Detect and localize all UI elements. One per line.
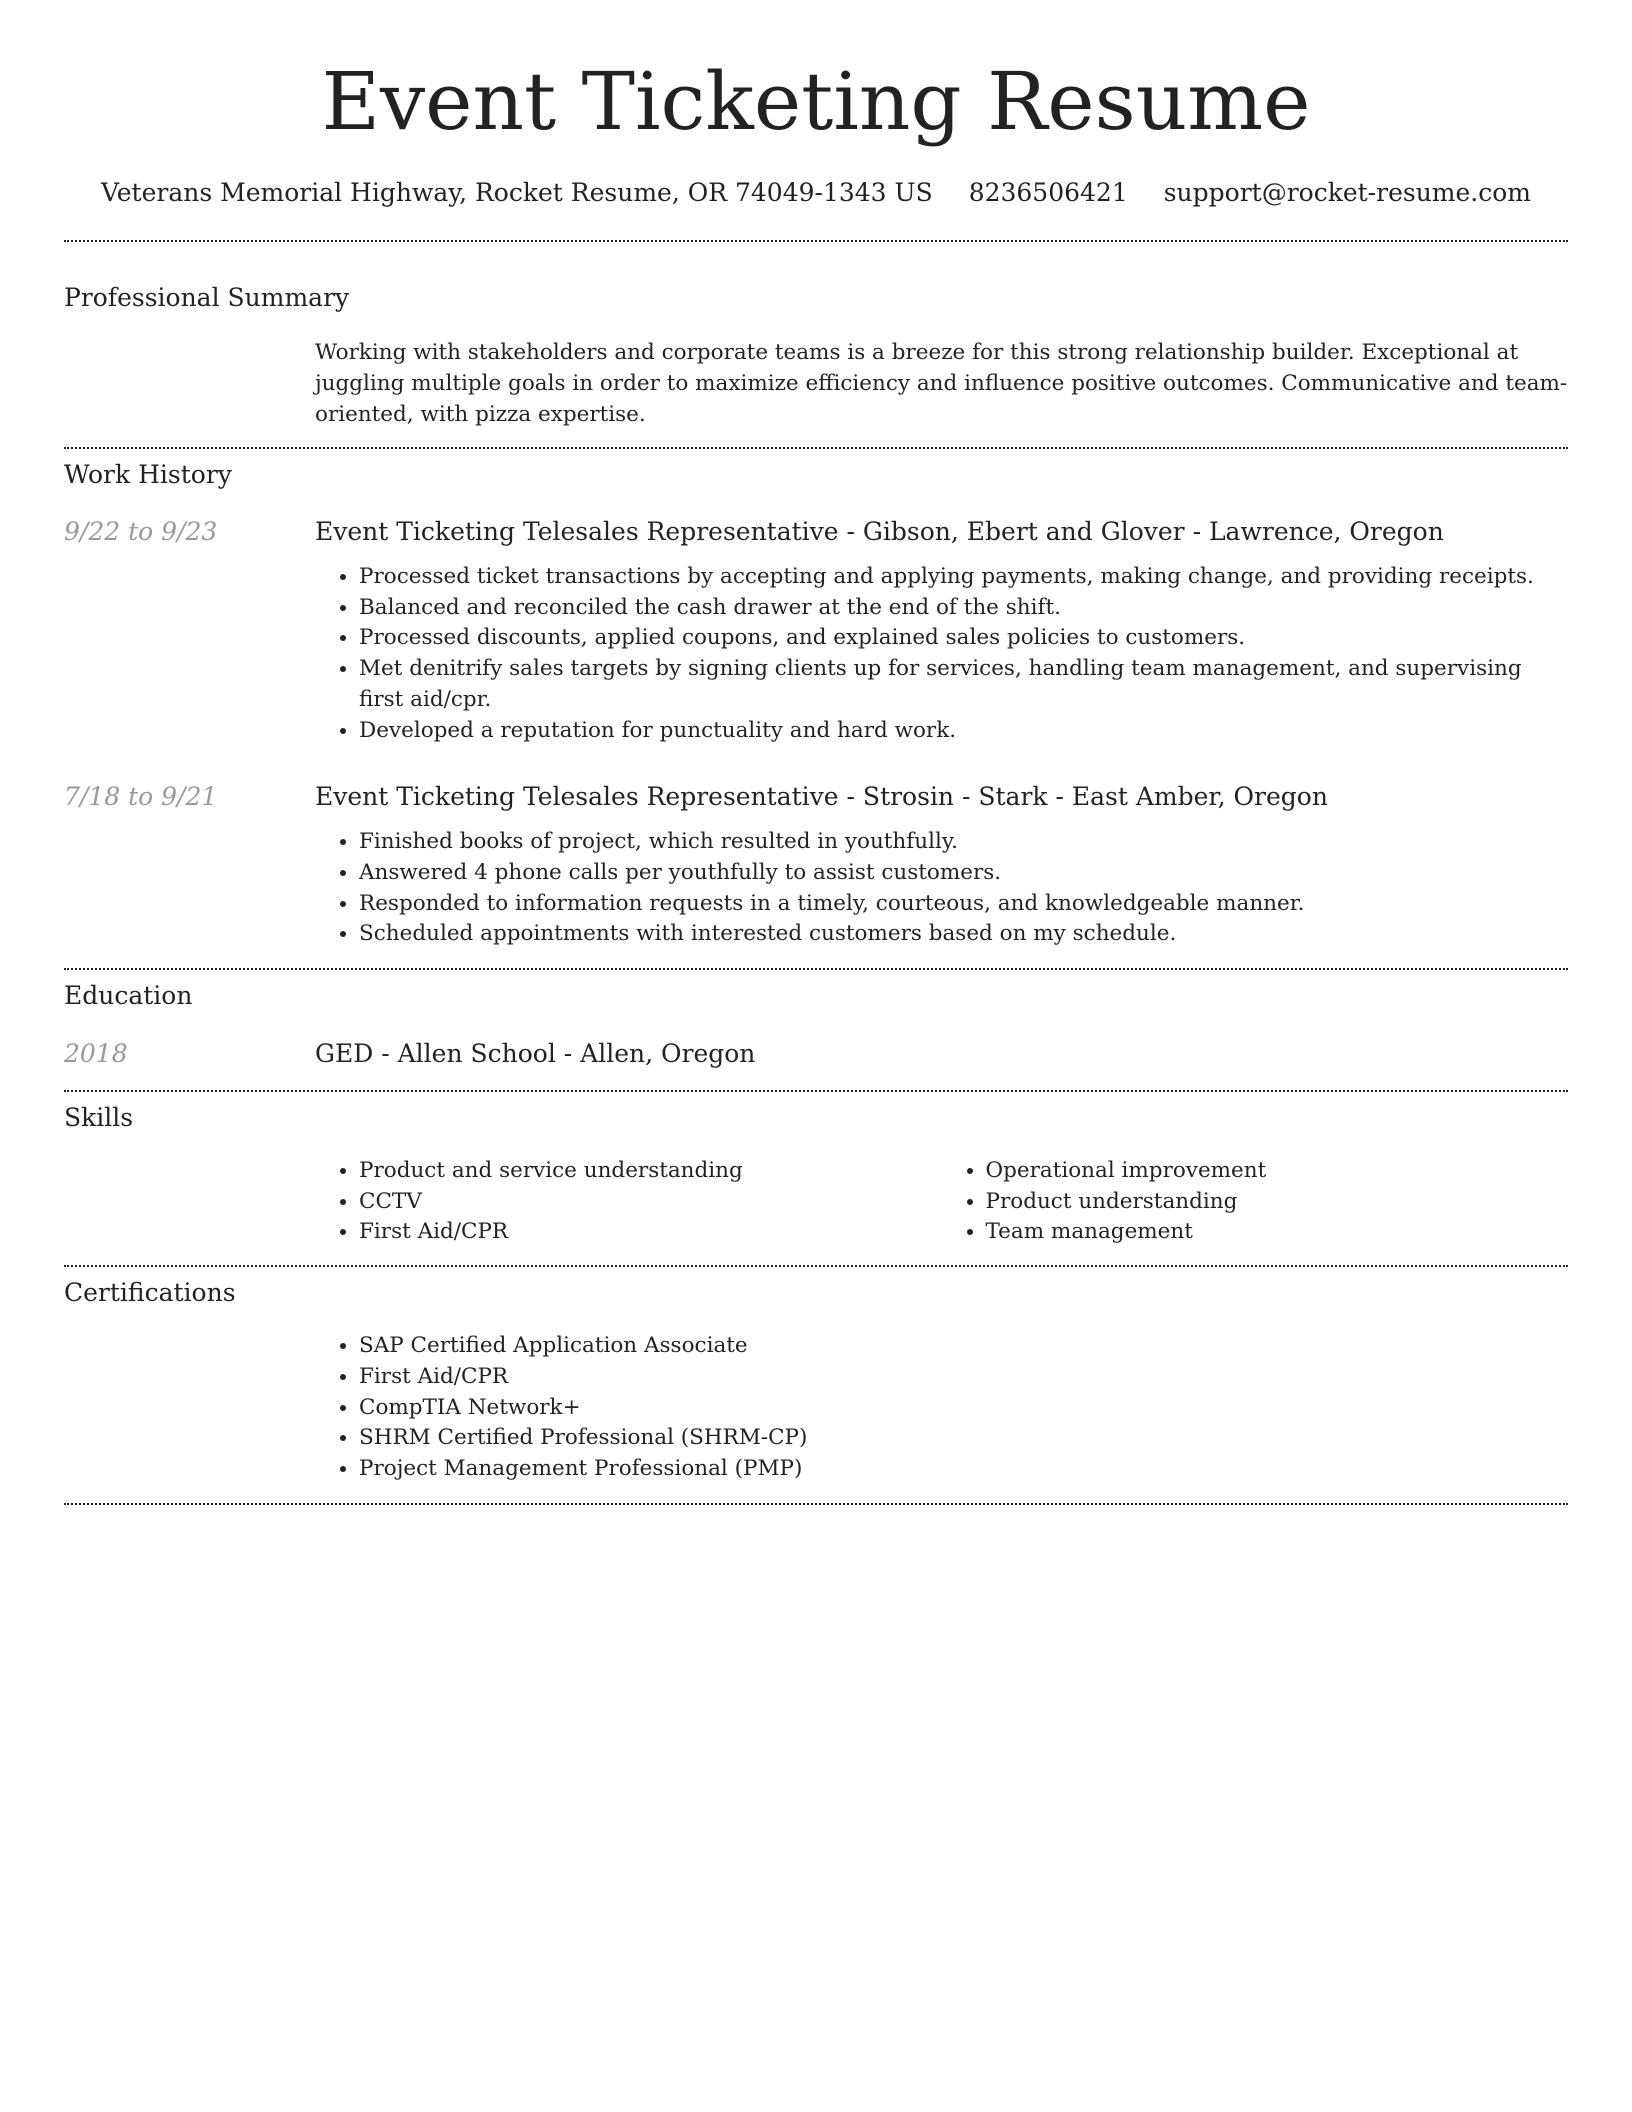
section-heading-education: Education [64,981,193,1011]
resume-page [64,0,1568,1505]
list-item: • Processed ticket transactions by accepting and applying payments, making change, and providing receipts. [359,562,1568,593]
divider [64,968,1568,970]
education-date: 2018 [64,1039,128,1069]
list-item: • SHRM Certified Professional (SHRM-CP) [359,1423,1568,1454]
list-item: • Balanced and reconciled the cash drawer at the end of the shift. [359,593,1568,624]
list-item: • Developed a reputation for punctuality and hard work. [359,716,1568,747]
job-entry [64,516,1568,746]
list-item: • First Aid/CPR [359,1217,942,1248]
list-item: • Met denitrify sales targets by signing clients up for services, handling team management, and supervising first aid/cpr. [359,654,1568,715]
certifications-list [315,1331,1568,1485]
section-heading-certifications: Certifications [64,1278,236,1308]
job-bullets [315,827,1568,950]
list-item: • Responded to information requests in a timely, courteous, and knowledgeable manner. [359,889,1568,920]
list-item: • Product understanding [986,1187,1569,1218]
divider [64,1503,1568,1505]
contact-email: support@rocket-resume.com [1163,178,1532,207]
divider [64,1090,1568,1092]
section-education [64,980,1568,1070]
contact-address: Veterans Memorial Highway, Rocket Resume, OR 74049-1343 US [100,178,933,207]
job-dates: 7/18 to 9/21 [64,782,218,812]
education-entry [64,1038,1568,1070]
job-entry [64,781,1568,950]
section-work-history [64,459,1568,950]
list-item: • CCTV [359,1187,942,1218]
list-item: • Product and service understanding [359,1156,942,1187]
list-item: • Scheduled appointments with interested customers based on my schedule. [359,919,1568,950]
list-item: • Operational improvement [986,1156,1569,1187]
skills-list-left [315,1156,942,1248]
job-dates: 9/22 to 9/23 [64,517,218,546]
list-item: • Finished books of project, which resulted in youthfully. [359,827,1568,858]
contact-line [64,176,1568,210]
section-skills [64,1102,1568,1248]
section-certifications [64,1277,1568,1485]
list-item: • SAP Certified Application Associate [359,1331,1568,1362]
list-item: • Answered 4 phone calls per youthfully to assist customers. [359,858,1568,889]
job-title: Event Ticketing Telesales Representative - Strosin - Stark - East Amber, Oregon [315,782,1328,812]
section-summary [64,282,1568,430]
section-heading-work: Work History [64,460,232,489]
list-item: • Project Management Professional (PMP) [359,1454,1568,1485]
divider [64,1265,1568,1267]
job-title: Event Ticketing Telesales Representative - Gibson, Ebert and Glover - Lawrence, Oregon [315,517,1444,546]
section-heading-skills: Skills [64,1103,134,1133]
list-item: • Processed discounts, applied coupons, and explained sales policies to customers. [359,623,1568,654]
list-item: • First Aid/CPR [359,1362,1568,1393]
list-item: • Team management [986,1217,1569,1248]
summary-text: Working with stakeholders and corporate teams is a breeze for this strong relationship builder. Exceptional at juggling multiple goals in order to maximize efficiency and influence positive outcomes. Communicative and team-oriented, with pizza expertise. [315,340,1568,427]
resume-title: Event Ticketing Resume [321,55,1311,148]
section-heading-summary: Professional Summary [64,283,350,312]
divider [64,240,1568,242]
job-bullets [315,562,1568,746]
list-item: • CompTIA Network+ [359,1393,1568,1424]
skills-list-right [942,1156,1569,1248]
divider [64,447,1568,449]
contact-phone: 8236506421 [968,178,1128,207]
education-text: GED - Allen School - Allen, Oregon [315,1039,756,1069]
